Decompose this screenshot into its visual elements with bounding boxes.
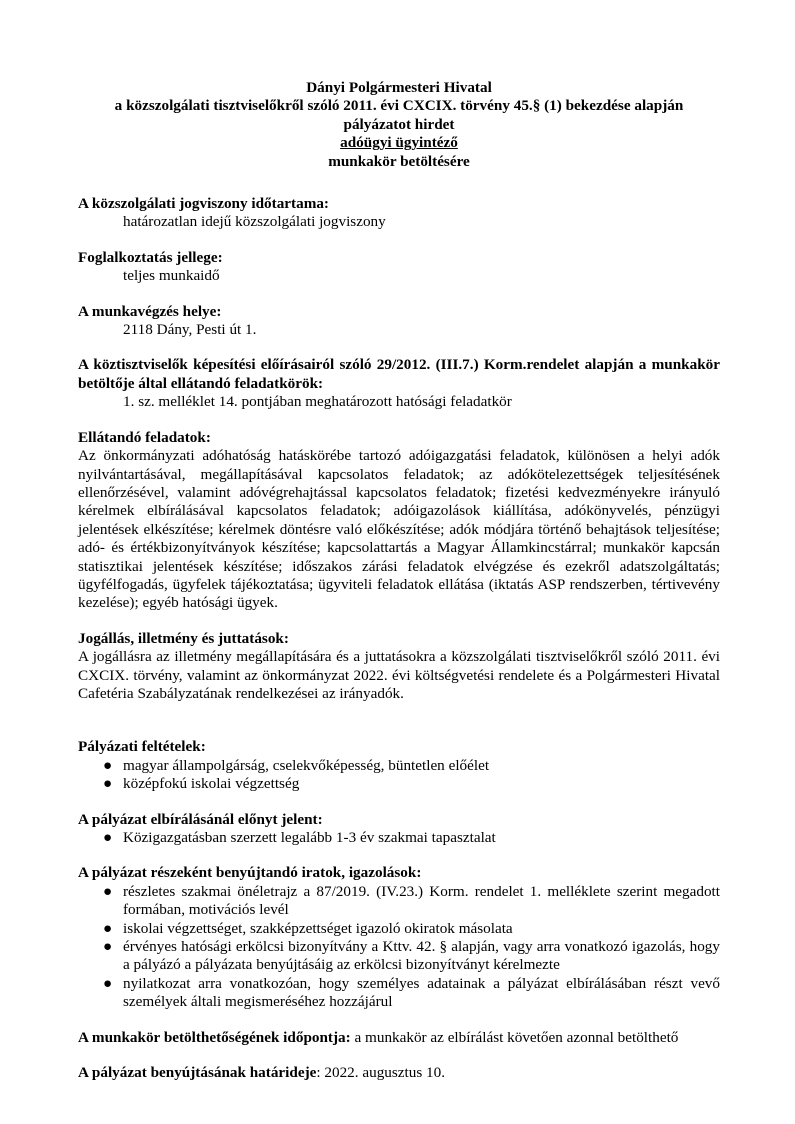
list-item bbox=[78, 775, 720, 793]
bullet-icon: ● bbox=[103, 938, 113, 956]
section-heading: Jogállás, illetmény és juttatások: bbox=[78, 629, 289, 647]
section-qualification bbox=[78, 356, 720, 411]
list-item bbox=[78, 883, 720, 920]
header-position: adóügyi ügyintéző bbox=[340, 134, 458, 152]
header-law: a közszolgálati tisztviselőkről szóló 2011. évi CXCIX. törvény 45.§ (1) bekezdése alapján bbox=[114, 97, 684, 115]
header-office: Dányi Polgármesteri Hivatal bbox=[306, 79, 492, 96]
section-deadline bbox=[78, 1064, 720, 1082]
bullet-icon: ● bbox=[103, 974, 113, 992]
section-start bbox=[78, 1029, 720, 1047]
conditions-list bbox=[78, 757, 720, 794]
list-item-text: nyilatkozat arra vonatkozóan, hogy személyes adatainak a pályázat elbírálásában részt vevő személyek általi megismeréséhez hozzájárul bbox=[123, 974, 720, 1011]
section-value: határozatlan idejű közszolgálati jogviszony bbox=[123, 213, 386, 231]
list-item-text: Közigazgatásban szerzett legalább 1-3 év szakmai tapasztalat bbox=[123, 829, 496, 846]
section-text: Az önkormányzati adóhatóság hatáskörébe tartozó adóigazgatási feladatok, különösen a helyi adók nyilvántartásával, megállapításával kapcsolatos feladatok; az adókötelezettségek teljesítésének ellenőrzésével, valamint adóvégrehajtással kapcsolatos feladatok; fizetési kedvezményekre irányuló kérelmek elbírálásával kapcsolatos feladatok; adóigazolások kiállítása, adókönyvelés, pénzügyi jelentések elkészítése; kérelmek döntésre való előkészítése; adók módjára történő behajtások teljesítése; adó- és értékbizonyítványok készítése; kapcsolattartás a Magyar Államkincstárral; munkakör kapcsán statisztikai jelentések készítése; időszakos zárási feladatok elvégzése és ezekről adatszolgáltatás; ügyfélfogadás, ügyfelek tájékoztatása; ügyviteli feladatok ellátása (iktatás ASP rendszerben, tértivevény kezelése); egyéb hatósági ügyek. bbox=[78, 447, 720, 612]
section-heading: A köztisztviselők képesítési előírásairól szóló 29/2012. (III.7.) Korm.rendelet alapján a munkakör betöltője által ellátandó feladatkörök: bbox=[78, 356, 720, 392]
start-label: A munkakör betölthetőségének időpontja: bbox=[78, 1028, 351, 1046]
bullet-icon: ● bbox=[103, 756, 113, 774]
list-item bbox=[78, 757, 720, 775]
section-conditions bbox=[78, 738, 720, 793]
advantage-list bbox=[78, 829, 720, 847]
section-duration bbox=[78, 195, 720, 232]
section-heading: A pályázat részeként benyújtandó iratok, igazolások: bbox=[78, 864, 422, 882]
list-item bbox=[78, 920, 720, 938]
section-heading: A munkavégzés helye: bbox=[78, 302, 222, 320]
header-purpose: munkakör betöltésére bbox=[328, 152, 470, 170]
list-item bbox=[78, 829, 720, 847]
documents-list bbox=[78, 883, 720, 1012]
section-tasks bbox=[78, 429, 720, 613]
bullet-icon: ● bbox=[103, 829, 113, 846]
bullet-icon: ● bbox=[103, 775, 113, 793]
section-heading: Pályázati feltételek: bbox=[78, 738, 206, 756]
section-heading: Foglalkoztatás jellege: bbox=[78, 248, 223, 266]
section-employment bbox=[78, 249, 720, 286]
section-value: teljes munkaidő bbox=[123, 267, 220, 285]
start-value: a munkakör az elbírálást követően azonnal betölthető bbox=[350, 1028, 679, 1046]
section-legal bbox=[78, 630, 720, 704]
deadline-value: : 2022. augusztus 10. bbox=[316, 1064, 446, 1082]
header-announce: pályázatot hirdet bbox=[343, 115, 455, 133]
list-item-text: érvényes hatósági erkölcsi bizonyítvány a Kttv. 42. § alapján, vagy arra vonatkozó igazolás, hogy a pályázó a pályázata benyújtásáig az erkölcsi bizonyítványt kérelmezte bbox=[123, 938, 720, 974]
section-value: 2118 Dány, Pesti út 1. bbox=[123, 321, 257, 339]
list-item-text: részletes szakmai önéletrajz a 87/2019. (IV.23.) Korm. rendelet 1. melléklete szerint megadott formában, motivációs levél bbox=[123, 882, 720, 919]
document-header bbox=[78, 79, 720, 171]
document-body bbox=[78, 79, 720, 1082]
list-item bbox=[78, 975, 720, 1012]
list-item-text: iskolai végzettséget, szakképzettséget igazoló okiratok másolata bbox=[123, 919, 513, 937]
section-heading: A közszolgálati jogviszony időtartama: bbox=[78, 195, 329, 213]
section-heading: Ellátandó feladatok: bbox=[78, 428, 211, 446]
list-item bbox=[78, 938, 720, 975]
section-heading: A pályázat elbírálásánál előnyt jelent: bbox=[78, 810, 323, 828]
section-advantage bbox=[78, 811, 720, 848]
list-item-text: magyar állampolgárság, cselekvőképesség, büntetlen előélet bbox=[123, 756, 490, 774]
section-place bbox=[78, 303, 720, 340]
bullet-icon: ● bbox=[103, 919, 113, 937]
section-documents bbox=[78, 864, 720, 1011]
section-value: 1. sz. melléklet 14. pontjában meghatározott hatósági feladatkör bbox=[123, 393, 512, 411]
deadline-label: A pályázat benyújtásának határideje bbox=[78, 1064, 317, 1082]
bullet-icon: ● bbox=[103, 882, 113, 900]
list-item-text: középfokú iskolai végzettség bbox=[123, 775, 300, 793]
section-text: A jogállásra az illetmény megállapítására és a juttatásokra a közszolgálati tisztviselőkről szóló 2011. évi CXCIX. törvény, valamint az önkormányzat 2022. évi költségvetési rendelete és a Polgármesteri Hivatal Cafetéria Szabályzatának rendelkezései az irányadók. bbox=[78, 648, 720, 702]
